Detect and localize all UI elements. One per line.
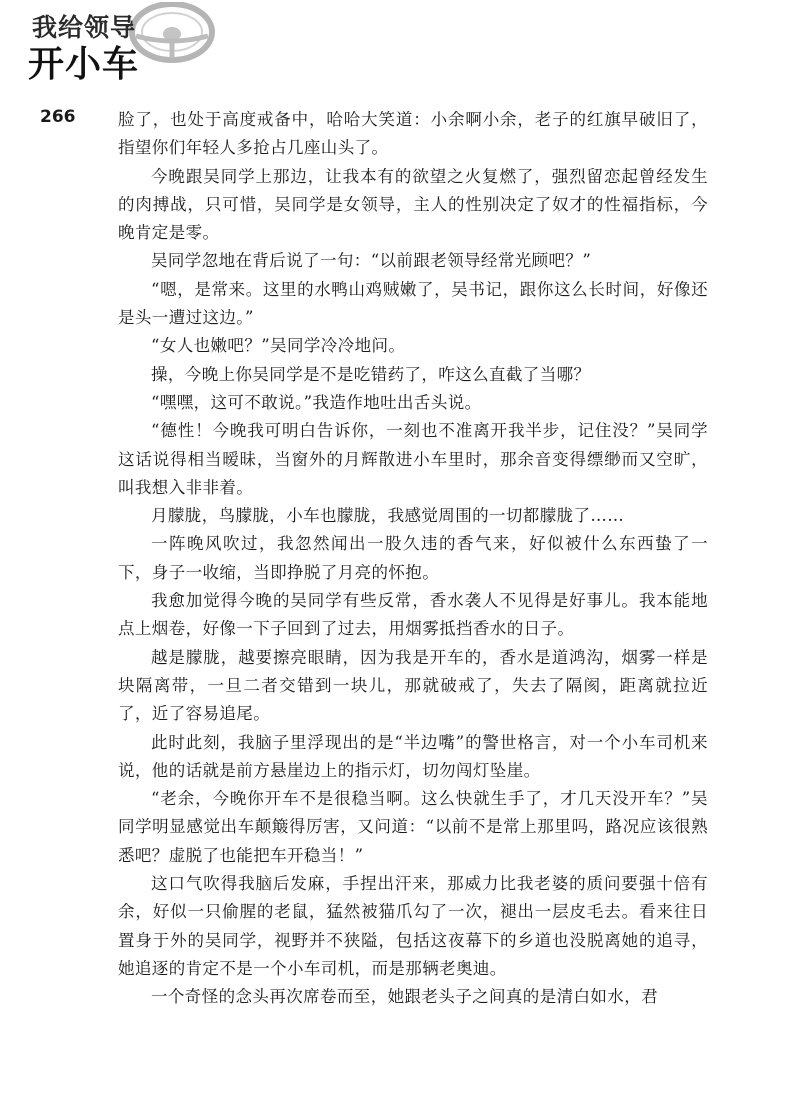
running-header	[14, 2, 214, 98]
paragraph: 这口气吹得我脑后发麻，手捏出汗来，那威力比我老婆的质问要强十倍有余，好似一只偷腥的老鼠，猛然被猫爪勾了一次，褪出一层皮毛去。看来往日置身于外的吴同学，视野并不狭隘，包括这夜幕下的乡道也没脱离她的追寻，她追逐的肯定不是一个小车司机，而是那辆老奥迪。	[118, 874, 708, 978]
series-title-line1: 我给领导	[32, 13, 137, 42]
paragraph: 一阵晚风吹过，我忽然闻出一股久违的香气来，好似被什么东西蛰了一下，身子一收缩，当即挣脱了月亮的怀抱。	[118, 534, 708, 582]
paragraph: “嗯，是常来。这里的水鸭山鸡贼嫩了，吴书记，跟你这么长时间，好像还是头一遭过这边。”	[118, 279, 708, 328]
steering-wheel-icon	[126, 2, 216, 66]
paragraph: 此时此刻，我脑子里浮现出的是“半边嘴”的警世格言，对一个小车司机来说，他的话就是前方悬崖边上的指示灯，切勿闯灯坠崖。	[118, 732, 708, 780]
paragraph: 月朦胧，鸟朦胧，小车也朦胧，我感觉周围的一切都朦胧了……	[151, 506, 625, 526]
paragraph: 脸了，也处于高度戒备中，哈哈大笑道：小余啊小余，老子的红旗早破旧了，指望你们年轻人多抢占几座山头了。	[118, 110, 708, 158]
paragraph: 操，今晚上你吴同学是不是吃错药了，咋这么直截了当哪？	[151, 364, 591, 384]
paragraph: “嘿嘿，这可不敢说。”我造作地吐出舌头说。	[151, 392, 482, 412]
paragraph: 越是朦胧，越要擦亮眼睛，因为我是开车的，香水是道鸿沟，烟雾一样是块隔离带，一旦二者交错到一块儿，那就破戒了，失去了隔阂，距离就拉近了，近了容易追尾。	[118, 647, 708, 724]
paragraph: “老余，今晚你开车不是很稳当啊。这么快就生手了，才几天没开车？”吴同学明显感觉出车颠簸得厉害，又问道：“以前不是常上那里吗，路况应该很熟悉吧？虚脱了也能把车开稳当！”	[118, 789, 708, 865]
paragraph: 吴同学忽地在背后说了一句：“以前跟老领导经常光顾吧？”	[151, 251, 592, 271]
paragraph: 今晚跟吴同学上那边，让我本有的欲望之火复燃了，强烈留恋起曾经发生的肉搏战，只可惜，吴同学是女领导，主人的性别决定了奴才的性福指标，今晚肯定是零。	[118, 166, 708, 243]
paragraph: 我愈加觉得今晚的吴同学有些反常，香水袭人不见得是好事儿。我本能地点上烟卷，好像一下子回到了过去，用烟雾抵挡香水的日子。	[118, 591, 708, 639]
page-number: 266	[40, 107, 76, 127]
paragraph: 一个奇怪的念头再次席卷而至，她跟老头子之间真的是清白如水，君	[151, 987, 658, 1007]
body-text	[118, 106, 708, 1012]
series-title-line2: 开小车	[28, 44, 140, 85]
paragraph: “女人也嫩吧？”吴同学冷冷地问。	[151, 336, 406, 356]
paragraph: “德性！今晚我可明白告诉你，一刻也不准离开我半步，记住没？”吴同学这话说得相当暧昧，当窗外的月辉散进小车里时，那余音变得缥缈而又空旷，叫我想入非非着。	[118, 421, 708, 497]
